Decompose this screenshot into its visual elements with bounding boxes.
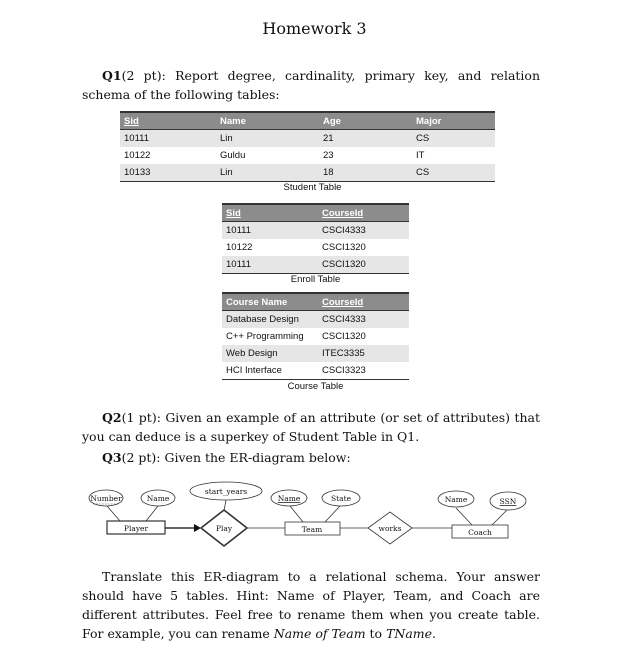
table-cell: 18 (319, 164, 412, 182)
connector-line (107, 506, 120, 521)
table-cell: CSCI4333 (318, 311, 409, 329)
q1-points: (2 pt): (121, 68, 166, 83)
table-cell: 21 (319, 130, 412, 148)
table-row (120, 130, 495, 148)
enroll-header-sid: Sid (222, 204, 318, 222)
table-cell: 10133 (120, 164, 216, 182)
student-header-name: Name (216, 112, 319, 130)
table-cell: CS (412, 130, 495, 148)
course-header-name: Course Name (222, 293, 318, 311)
table-row (120, 147, 495, 164)
student-header-major: Major (412, 112, 495, 130)
q3-points: (2 pt): (121, 450, 161, 465)
enroll-table (222, 203, 409, 274)
student-table (120, 111, 495, 182)
attr-coach-name-label: Name (444, 495, 468, 504)
page-title: Homework 3 (262, 19, 367, 38)
table-cell: 23 (323, 150, 334, 161)
enroll-header-courseid: CourseId (318, 204, 409, 222)
table-cell: CSCI4333 (318, 222, 409, 240)
er-diagram (0, 470, 629, 565)
enroll-table-caption: Enroll Table (290, 274, 341, 285)
q1-label: Q1 (102, 68, 122, 83)
relationship-works-label: works (378, 524, 402, 533)
q3-label: Q3 (102, 450, 122, 465)
table-cell: IT (416, 150, 425, 161)
table-row (222, 362, 409, 380)
table-row (120, 164, 495, 182)
table-cell: 10122 (124, 150, 151, 161)
closing-text: Translate this ER-diagram to a relational schema. Your answer should have 5 tables. Hint: Name of Player, Team, and Coach are different attributes. Feel free to rename them when you create table. For example, you can rename (82, 569, 540, 641)
table-cell: ITEC3335 (318, 345, 409, 362)
student-header-age: Age (319, 112, 412, 130)
table-row (222, 328, 409, 345)
table-row (222, 256, 409, 274)
table-cell: CS (412, 164, 495, 182)
q2-points: (1 pt): (121, 410, 161, 425)
course-table-caption: Course Table (287, 381, 344, 392)
question-1 (82, 66, 540, 104)
table-cell: 10111 (120, 130, 216, 148)
table-cell: 10111 (222, 256, 318, 274)
table-cell: Web Design (222, 345, 318, 362)
table-cell: Guldu (220, 150, 246, 161)
table-cell: Database Design (222, 311, 318, 329)
connector-line (456, 508, 472, 525)
closing-emphasis-2: TName (386, 626, 433, 641)
question-2 (82, 408, 540, 446)
course-table (222, 292, 409, 380)
q1-text: Report degree, cardinality, primary key, and relation schema of the following tables: (82, 68, 540, 102)
attr-player-name-label: Name (146, 494, 170, 503)
table-cell: 10111 (222, 222, 318, 240)
closing-mid: to (365, 626, 387, 641)
table-cell: CSCI1320 (322, 242, 366, 253)
table-row (222, 345, 409, 362)
attr-state-label: State (330, 494, 352, 503)
closing-emphasis-1: Name of Team (273, 626, 366, 641)
table-cell: C++ Programming (226, 331, 304, 342)
relationship-play-label: Play (215, 524, 233, 533)
attr-team-name-label: Name (277, 494, 301, 503)
connector-line (290, 506, 303, 522)
attr-ssn-label: SSN (499, 497, 517, 506)
student-table-caption: Student Table (283, 182, 342, 193)
table-row (222, 222, 409, 240)
entity-coach-label: Coach (468, 528, 492, 537)
table-row (222, 239, 409, 256)
attr-start-years-label: start_years (204, 487, 248, 496)
table-cell: 10122 (226, 242, 253, 253)
student-header-sid: Sid (120, 112, 216, 130)
table-cell: Lin (216, 164, 319, 182)
q2-text: Given an example of an attribute (or set of attributes) that you can deduce is a superkey of Student Table in Q1. (82, 410, 540, 444)
course-header-courseid: CourseId (318, 293, 409, 311)
connector-line (325, 506, 340, 522)
attr-number-label: Number (90, 494, 122, 503)
table-cell: CSCI3323 (318, 362, 409, 380)
closing-end: . (432, 626, 437, 641)
closing-paragraph (82, 567, 540, 643)
table-cell: HCI Interface (222, 362, 318, 380)
connector-line (146, 506, 158, 521)
table-cell: CSCI1320 (322, 331, 366, 342)
table-row (222, 311, 409, 329)
q2-label: Q2 (102, 410, 122, 425)
question-3 (82, 448, 540, 467)
entity-player-label: Player (123, 524, 149, 533)
table-cell: CSCI1320 (318, 256, 409, 274)
connector-line (492, 510, 507, 525)
q3-text: Given the ER-diagram below: (164, 450, 351, 465)
table-cell: Lin (216, 130, 319, 148)
entity-team-label: Team (301, 525, 323, 534)
